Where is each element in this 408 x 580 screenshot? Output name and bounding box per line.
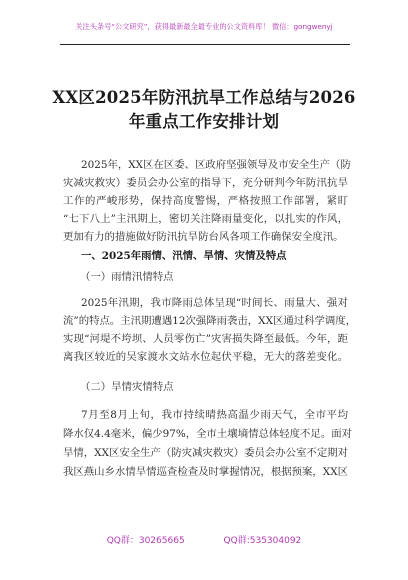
footer-qq-group-1: QQ群：30265665 [106, 536, 185, 546]
intro-line: 灾减灾救灾）委员会办公室的指导下，充分研判今年防汛抗旱 [63, 177, 348, 189]
subsection-heading: （一）雨情汛情特点 [80, 271, 174, 283]
body-line: 2025年汛期，我市降雨总体呈现“时间长、雨量大、强对 [81, 297, 348, 309]
section-heading: 一、2025年雨情、汛情、旱情、灾情及特点 [81, 250, 287, 262]
footer-watermark [0, 533, 408, 546]
body-line: 离我区较近的吴家渡水文站水位起伏平稳，无大的落差变化。 [63, 351, 348, 363]
body-line: 降水仅4.4毫米，偏少97%，全市土壤墒情总体轻度不足。面对 [63, 428, 352, 440]
subsection-heading: （二）旱情灾情特点 [80, 381, 174, 393]
intro-line: 2025年，XX区在区委、区政府坚强领导及市安全生产（防 [81, 159, 351, 171]
body-line: 7月至8月上旬，我市持续晴热高温少雨天气，全市平均 [81, 409, 348, 421]
header-divider [60, 44, 350, 45]
title-line-2: 年重点工作安排计划 [128, 112, 280, 131]
title-line-1: XX区2025年防汛抗旱工作总结与2026 [52, 88, 356, 107]
intro-line: 工作的严峻形势，保持高度警惕，严格按照工作部署，紧盯 [63, 195, 348, 207]
body-line: 流”的特点。主汛期遭遇12次强降雨袭击，XX区通过科学调度， [63, 315, 357, 327]
body-line: 实现“河堤不垮坝、人员零伤亡”灾害损失降至最低。今年，距 [63, 333, 348, 345]
top-watermark-banner: 关注头条号“公文研究”，获得最新最全最专业的公文资料库！ 微信：gongwenyj [75, 22, 333, 31]
intro-line: 更加有力的措施做好防汛抗旱防台风各项工作确保安全度汛。 [63, 231, 344, 243]
body-line: 旱情，XX区安全生产（防灾减灾救灾）委员会办公室不定期对 [63, 447, 348, 459]
footer-qq-group-2: QQ群:535304092 [223, 536, 302, 546]
body-line: 我区燕山乡水情旱情巡查检查及时掌握情况，根据预案，XX区 [63, 466, 348, 478]
intro-line: “七下八上”主汛期上，密切关注降雨量变化，以扎实的作风， [63, 213, 348, 225]
document-title [0, 86, 408, 134]
